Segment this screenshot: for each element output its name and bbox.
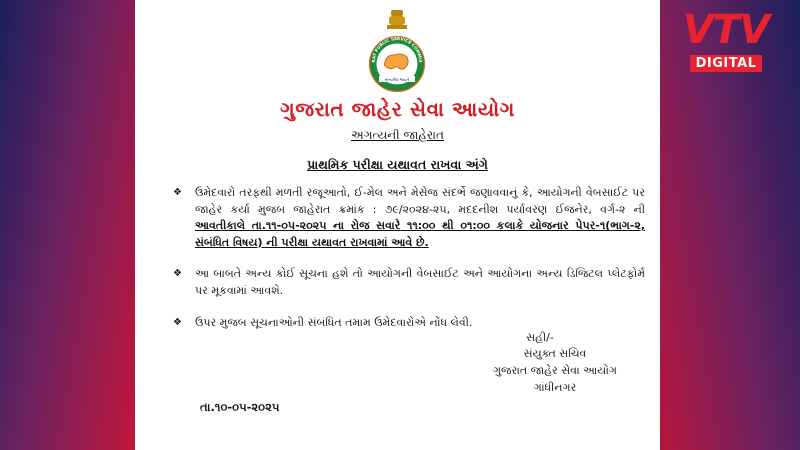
vtv-digital-logo <box>670 8 782 72</box>
bullet-2-text: આ બાબતે અન્ય કોઈ સૂચના હશે તો આયોગની વેબસાઈટ અને આયોગના અન્ય ડિજિટલ પ્લેટફોર્મ પર મૂકવામાં આવશે. <box>195 267 645 297</box>
notice-document <box>135 0 660 450</box>
bullet-3-text: ઉપર મુજબ સૂચનાઓની સંબંધિત તમામ ઉમેદવારોએ નોંધ લેવી. <box>195 316 473 329</box>
left-background-panel <box>0 0 135 450</box>
bullet-1-plain: ઉમેદવારો તરફથી મળતી રજૂઆતો, ઈ-મેલ અને મેસેજ સંદર્ભે જણાવવાનું કે, આયોગની વેબસાઈટ પર જાહેર કર્યા મુજબ જાહેરાત ક્રમાંક : ૭૯/૨૦૨૪-૨૫, મદદનીશ પર્યાવરણ ઈજનેર, વર્ગ-૨ ની <box>195 186 645 216</box>
logo-sub-text: DIGITAL <box>690 55 763 72</box>
gpsc-emblem-icon <box>367 8 427 96</box>
signature-city: ગાંધીનગર <box>533 381 577 394</box>
bullet-icon: ❖ <box>173 317 182 328</box>
notice-bullet-3 <box>173 315 645 332</box>
notice-subject <box>135 157 660 173</box>
signature-sd: સહી/- <box>526 331 554 344</box>
notice-bullet-1 <box>173 185 645 251</box>
notice-title <box>135 128 660 143</box>
signature-designation: સંયુક્ત સચિવ <box>523 347 587 360</box>
notice-subject-text: પ્રાથમિક પરીક્ષા યથાવત રાખવા અંગે <box>307 157 488 172</box>
bullet-1-text <box>195 185 645 251</box>
notice-bullet-2 <box>173 266 645 299</box>
emblem-circular-text: RAT PUBLIC SERVICE COMMIS <box>370 35 424 63</box>
logo-main-text: VTV <box>682 7 770 53</box>
bullet-1-bold: આવતીકાલે તા.૧૧-૦૫-૨૦૨૫ ના રોજ સવારે ૧૧:૦૦ થી ૦૧:૦૦ કલાકે યોજનાર પેપર-૧(ભાગ-૨, સંબંધિત વિષય) ની પરીક્ષા યથાવત રાખવામાં આવે છે. <box>195 219 645 249</box>
org-title: ગુજરાત જાહેર સેવા આયોગ <box>280 97 515 121</box>
emblem-motto: સત્યમેવ જયતે <box>384 76 410 82</box>
bullet-icon: ❖ <box>173 187 182 198</box>
bullet-icon: ❖ <box>173 268 182 279</box>
notice-title-text: અગત્યની જાહેરાત <box>351 128 444 142</box>
notice-date: તા.૧૦-૦૫-૨૦૨૫ <box>200 400 280 414</box>
signature-org: ગુજરાત જાહેર સેવા આયોગ <box>493 364 617 377</box>
